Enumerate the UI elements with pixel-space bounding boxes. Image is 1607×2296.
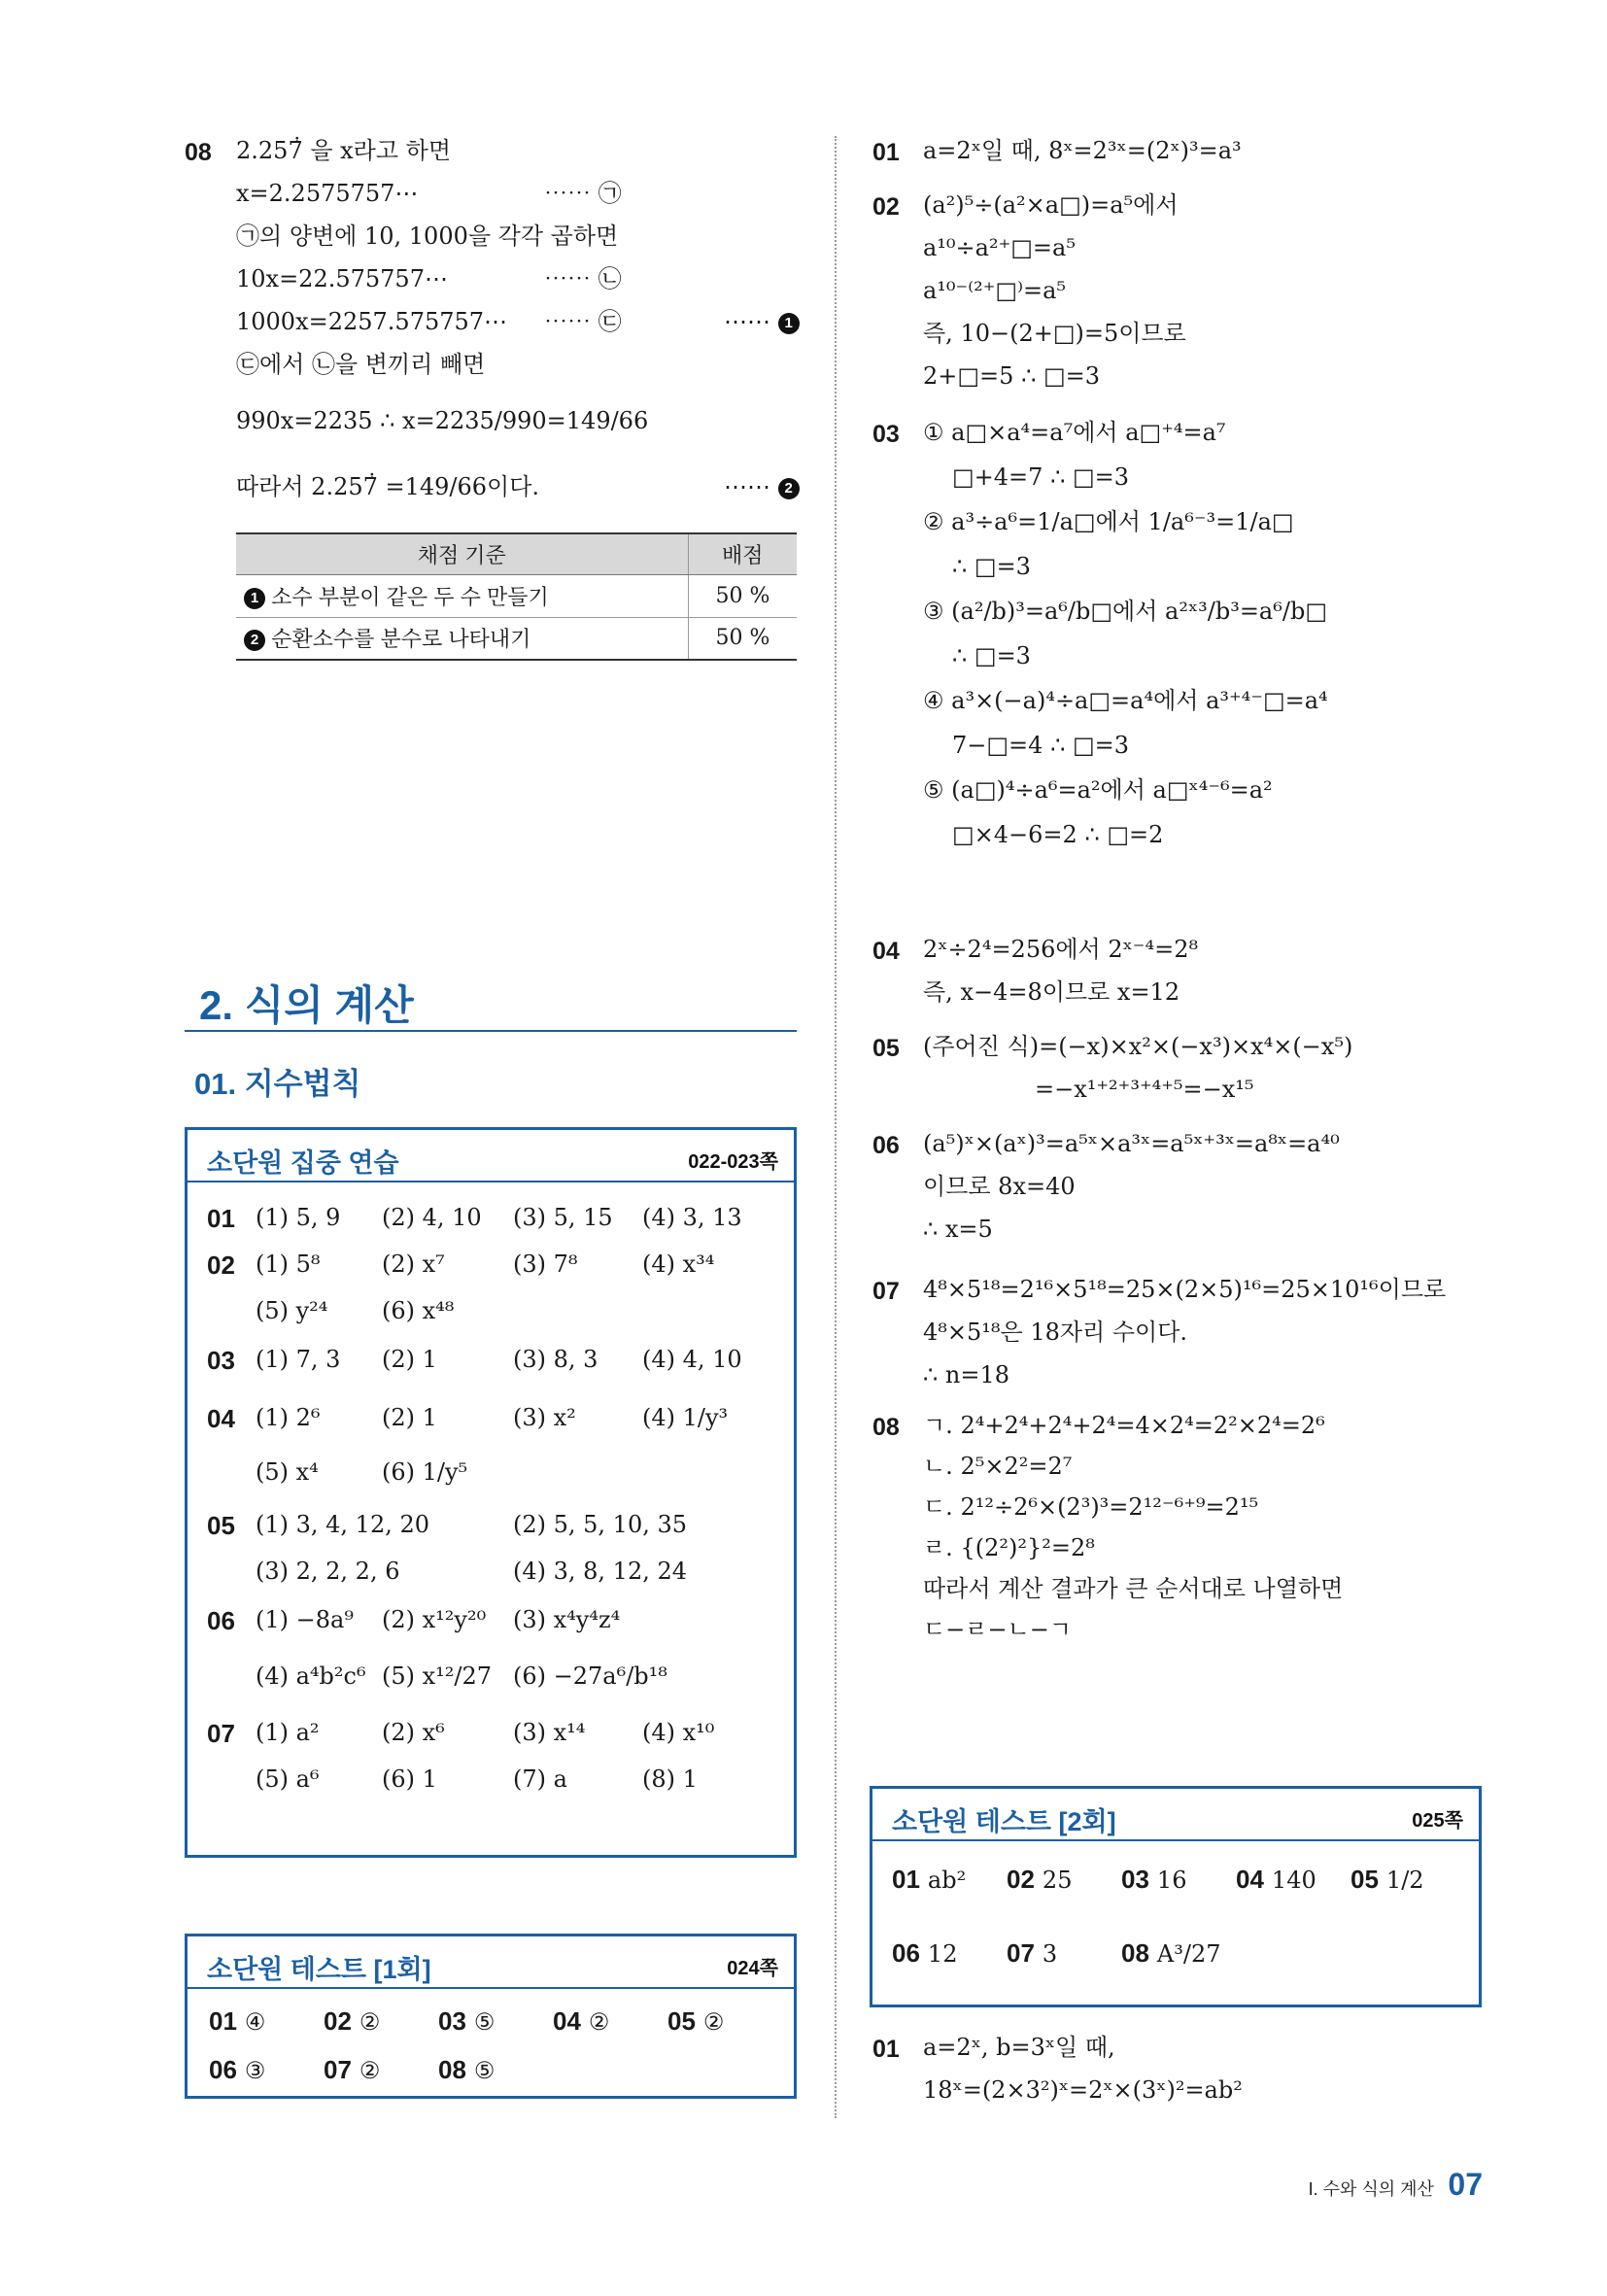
answer-value: ab² bbox=[927, 1867, 967, 1894]
answer-value: ④ bbox=[244, 2008, 266, 2036]
answer-cell: (5) y²⁴ bbox=[256, 1297, 328, 1324]
solution-line: 따라서 2.257̇̇ =149/66이다. bbox=[236, 473, 540, 500]
solution-line: a=2ˣ일 때, 8ˣ=2³ˣ=(2ˣ)³=a³ bbox=[923, 137, 1242, 164]
solution-line: 즉, 10−(2+□)=5이므로 bbox=[923, 320, 1186, 347]
criterion: 순환소수를 분수로 나타내기 bbox=[271, 627, 531, 652]
answer-value: ⑤ bbox=[473, 2008, 496, 2036]
answer-cell: (6) −27a⁶/b¹⁸ bbox=[513, 1662, 667, 1690]
answer-cell: (1) a² bbox=[256, 1719, 320, 1746]
answer-value: ② bbox=[702, 2008, 725, 2036]
answer-cell: (2) x¹²y²⁰ bbox=[382, 1606, 487, 1633]
answer-cell: (4) 4, 10 bbox=[642, 1346, 742, 1373]
step-1-icon: 1 bbox=[778, 313, 800, 334]
answer-cell: (6) 1/y⁵ bbox=[382, 1458, 468, 1486]
answer-cell: (2) 1 bbox=[382, 1346, 437, 1373]
answer-cell: (7) a bbox=[513, 1765, 567, 1793]
answer-value: ③ bbox=[244, 2057, 266, 2084]
item-number: 02 bbox=[1007, 1865, 1035, 1894]
step-marker: ⋯⋯ 2 bbox=[724, 472, 800, 501]
answer-cell: (1) 2⁶ bbox=[256, 1404, 321, 1431]
box-title: 소단원 테스트 [1회] bbox=[207, 1955, 431, 1984]
column-divider bbox=[835, 136, 837, 2118]
solution-line: 4⁸×5¹⁸=2¹⁶×5¹⁸=25×(2×5)¹⁶=25×10¹⁶이므로 bbox=[923, 1276, 1447, 1303]
solution-line: 2+□=5 ∴ □=3 bbox=[923, 362, 1101, 390]
item-number: 05 bbox=[207, 1511, 235, 1540]
test1-box bbox=[185, 1934, 797, 2099]
solution-line: 1000x=2257.575757⋯ bbox=[236, 308, 508, 335]
step-1-icon: 1 bbox=[244, 588, 265, 609]
answer-cell: (6) x⁴⁸ bbox=[382, 1297, 455, 1324]
item-number: 03 bbox=[1121, 1865, 1149, 1894]
answer-cell: (3) 8, 3 bbox=[513, 1346, 598, 1373]
question-number: 01 bbox=[872, 2036, 900, 2063]
answer-item bbox=[1007, 1865, 1072, 1895]
answer-cell: (2) 5, 5, 10, 35 bbox=[513, 1511, 688, 1538]
item-number: 08 bbox=[1121, 1938, 1149, 1968]
item-number: 01 bbox=[207, 1204, 235, 1233]
solution-line: 2ˣ÷2⁴=256에서 2ˣ⁻⁴=2⁸ bbox=[923, 936, 1199, 963]
solution-line: ④ a³×(−a)⁴÷a□=a⁴에서 a³⁺⁴⁻□=a⁴ bbox=[923, 687, 1328, 714]
answer-value: ② bbox=[359, 2057, 381, 2084]
practice-box bbox=[185, 1127, 797, 1858]
answer-cell: (3) x¹⁴ bbox=[513, 1719, 586, 1746]
solution-line: ∴ x=5 bbox=[923, 1216, 993, 1243]
solution-line: ① a□×a⁴=a⁷에서 a□⁺⁴=a⁷ bbox=[923, 419, 1226, 446]
answer-item bbox=[438, 2055, 495, 2085]
box-title: 소단원 집중 연습 bbox=[207, 1148, 399, 1178]
chapter-title: 2. 식의 계산 bbox=[199, 982, 414, 1028]
solution-line: a¹⁰÷a²⁺□=a⁵ bbox=[923, 234, 1076, 261]
answer-cell: (2) x⁶ bbox=[382, 1719, 445, 1746]
answer-item bbox=[1007, 1938, 1057, 1969]
table-header: 배점 bbox=[688, 533, 797, 574]
step-marker: ⋯⋯ 1 bbox=[724, 307, 800, 336]
solution-line: 4⁸×5¹⁸은 18자리 수이다. bbox=[923, 1319, 1188, 1346]
table-row bbox=[236, 574, 797, 617]
item-number: 03 bbox=[207, 1346, 235, 1375]
test2-box bbox=[870, 1786, 1482, 2007]
criterion: 소수 부분이 같은 두 수 만들기 bbox=[271, 584, 549, 609]
item-number: 07 bbox=[1007, 1938, 1035, 1968]
answer-item bbox=[1121, 1938, 1221, 1969]
solution-line: ㄷ−ㄹ−ㄴ−ㄱ bbox=[923, 1616, 1073, 1643]
item-number: 04 bbox=[1236, 1865, 1264, 1894]
section-title: 01. 지수법칙 bbox=[194, 1067, 361, 1101]
answer-cell: (3) x⁴y⁴z⁴ bbox=[513, 1606, 621, 1633]
answer-cell: (3) 7⁸ bbox=[513, 1251, 578, 1278]
question-number: 08 bbox=[872, 1414, 900, 1441]
solution-line: 990x=2235 ∴ x=2235/990=149/66 bbox=[236, 407, 649, 434]
answer-value: 140 bbox=[1271, 1867, 1316, 1894]
box-title: 소단원 테스트 [2회] bbox=[892, 1807, 1116, 1836]
answer-cell: (4) 3, 8, 12, 24 bbox=[513, 1558, 688, 1585]
equation-tag: ⋯⋯ ㉢ bbox=[544, 308, 622, 335]
box-header bbox=[188, 1936, 794, 1989]
solution-line: ㄷ. 2¹²÷2⁶×(2³)³=2¹²⁻⁶⁺⁹=2¹⁵ bbox=[923, 1493, 1259, 1521]
item-number: 06 bbox=[892, 1938, 920, 1968]
box-pages: 024쪽 bbox=[727, 1958, 778, 1979]
box-pages: 025쪽 bbox=[1412, 1810, 1463, 1832]
answer-cell: (1) 7, 3 bbox=[256, 1346, 341, 1373]
item-number: 08 bbox=[438, 2055, 466, 2084]
answer-item bbox=[1236, 1865, 1316, 1895]
item-number: 03 bbox=[438, 2006, 466, 2036]
solution-line: 7−□=4 ∴ □=3 bbox=[952, 732, 1130, 759]
solution-line: 즉, x−4=8이므로 x=12 bbox=[923, 978, 1180, 1006]
answer-cell: (4) x¹⁰ bbox=[642, 1719, 715, 1746]
answer-value: ⑤ bbox=[473, 2057, 496, 2084]
page-number: 07 bbox=[1448, 2167, 1483, 2202]
solution-line: =−x¹⁺²⁺³⁺⁴⁺⁵=−x¹⁵ bbox=[1035, 1076, 1254, 1103]
question-number: 08 bbox=[185, 139, 212, 166]
answer-cell: (2) x⁷ bbox=[382, 1251, 445, 1278]
answer-cell: (1) 5, 9 bbox=[256, 1204, 341, 1231]
answer-value: 12 bbox=[927, 1940, 958, 1968]
answer-item bbox=[667, 2006, 724, 2037]
answer-value: A³/27 bbox=[1156, 1940, 1221, 1968]
solution-line: ㄴ. 2⁵×2²=2⁷ bbox=[923, 1453, 1073, 1480]
answer-cell: (2) 1 bbox=[382, 1404, 437, 1431]
answer-item bbox=[324, 2006, 380, 2037]
solution-line: ㄹ. {(2²)²}²=2⁸ bbox=[923, 1534, 1095, 1561]
chapter-rule bbox=[185, 1030, 797, 1032]
answer-value: ② bbox=[588, 2008, 610, 2036]
item-number: 04 bbox=[207, 1404, 235, 1433]
answer-item bbox=[892, 1938, 957, 1969]
answer-cell: (8) 1 bbox=[642, 1765, 698, 1793]
solution-line: ⑤ (a□)⁴÷a⁶=a²에서 a□ˣ⁴⁻⁶=a² bbox=[923, 776, 1273, 804]
solution-line: ㄱ. 2⁴+2⁴+2⁴+2⁴=4×2⁴=2²×2⁴=2⁶ bbox=[923, 1412, 1325, 1439]
solution-line: ③ (a²/b)³=a⁶/b□에서 a²ˣ³/b³=a⁶/b□ bbox=[923, 598, 1327, 625]
question-number: 01 bbox=[872, 139, 900, 166]
solution-line: a=2ˣ, b=3ˣ일 때, bbox=[923, 2034, 1115, 2061]
solution-line: ∴ n=18 bbox=[923, 1361, 1010, 1388]
step-2-icon: 2 bbox=[778, 478, 800, 499]
question-number: 03 bbox=[872, 421, 900, 448]
solution-line: 10x=22.575757⋯ bbox=[236, 265, 448, 292]
box-header bbox=[188, 1130, 794, 1182]
solution-line: ② a³÷a⁶=1/a□에서 1/a⁶⁻³=1/a□ bbox=[923, 508, 1294, 535]
points: 50 % bbox=[688, 617, 797, 660]
item-number: 02 bbox=[207, 1251, 235, 1280]
answer-cell: (3) 2, 2, 2, 6 bbox=[256, 1558, 400, 1585]
answer-item bbox=[1351, 1865, 1424, 1895]
answer-cell: (1) 3, 4, 12, 20 bbox=[256, 1511, 430, 1538]
answer-item bbox=[324, 2055, 380, 2085]
solution-line: 18ˣ=(2×3²)ˣ=2ˣ×(3ˣ)²=ab² bbox=[923, 2076, 1243, 2104]
question-number: 06 bbox=[872, 1132, 900, 1159]
table-header: 채점 기준 bbox=[236, 533, 688, 574]
answer-cell: (5) x⁴ bbox=[256, 1458, 319, 1486]
solution-line: 따라서 계산 결과가 큰 순서대로 나열하면 bbox=[923, 1575, 1344, 1602]
item-number: 01 bbox=[209, 2006, 237, 2036]
box-header bbox=[872, 1789, 1479, 1841]
answer-cell: (3) 5, 15 bbox=[513, 1204, 613, 1231]
step-2-icon: 2 bbox=[244, 630, 265, 651]
item-number: 05 bbox=[667, 2006, 696, 2036]
scoring-table bbox=[236, 532, 797, 661]
answer-item bbox=[892, 1865, 966, 1895]
question-number: 04 bbox=[872, 938, 900, 965]
solution-line: □×4−6=2 ∴ □=2 bbox=[952, 821, 1164, 848]
solution-line: (a⁵)ˣ×(aˣ)³=a⁵ˣ×a³ˣ=a⁵ˣ⁺³ˣ=a⁸ˣ=a⁴⁰ bbox=[923, 1130, 1340, 1157]
answer-cell: (4) x³⁴ bbox=[642, 1251, 715, 1278]
question-number: 02 bbox=[872, 193, 900, 221]
box-pages: 022-023쪽 bbox=[688, 1151, 778, 1173]
answer-item bbox=[1121, 1865, 1186, 1895]
item-number: 04 bbox=[553, 2006, 581, 2036]
answer-cell: (1) −8a⁹ bbox=[256, 1606, 354, 1633]
solution-line: ∴ □=3 bbox=[952, 553, 1031, 580]
item-number: 02 bbox=[324, 2006, 352, 2036]
answer-cell: (2) 4, 10 bbox=[382, 1204, 482, 1231]
solution-line: □+4=7 ∴ □=3 bbox=[952, 463, 1130, 491]
answer-value: 16 bbox=[1156, 1867, 1187, 1894]
question-number: 07 bbox=[872, 1278, 900, 1305]
answer-value: 1/2 bbox=[1385, 1867, 1424, 1894]
page-footer bbox=[1309, 2167, 1483, 2203]
answer-cell: (3) x² bbox=[513, 1404, 576, 1431]
answer-cell: (5) x¹²/27 bbox=[382, 1662, 493, 1690]
answer-item bbox=[438, 2006, 495, 2037]
solution-line: x=2.2575757⋯ bbox=[236, 180, 419, 207]
item-number: 05 bbox=[1351, 1865, 1379, 1894]
equation-tag: ⋯⋯ ㉡ bbox=[544, 265, 622, 292]
answer-cell: (1) 5⁸ bbox=[256, 1251, 321, 1278]
points: 50 % bbox=[688, 574, 797, 617]
answer-item bbox=[209, 2055, 265, 2085]
item-number: 01 bbox=[892, 1865, 920, 1894]
answer-cell: (5) a⁶ bbox=[256, 1765, 320, 1793]
item-number: 07 bbox=[207, 1719, 235, 1748]
solution-line: ㉠의 양변에 10, 1000을 각각 곱하면 bbox=[236, 223, 619, 250]
answer-value: ② bbox=[359, 2008, 381, 2036]
answer-cell: (6) 1 bbox=[382, 1765, 437, 1793]
solution-line: 2.257̇̇ 을 x라고 하면 bbox=[236, 137, 452, 164]
answer-cell: (4) a⁴b²c⁶ bbox=[256, 1662, 366, 1690]
solution-line: ∴ □=3 bbox=[952, 642, 1031, 669]
footer-chapter: I. 수와 식의 계산 bbox=[1308, 2179, 1434, 2199]
item-number: 06 bbox=[209, 2055, 237, 2084]
solution-line: 이므로 8x=40 bbox=[923, 1173, 1076, 1200]
solution-line: ㉢에서 ㉡을 변끼리 빼면 bbox=[236, 351, 486, 378]
question-number: 05 bbox=[872, 1035, 900, 1062]
answer-item bbox=[209, 2006, 265, 2037]
table-row bbox=[236, 617, 797, 660]
item-number: 07 bbox=[324, 2055, 352, 2084]
answer-item bbox=[553, 2006, 609, 2037]
solution-line: (a²)⁵÷(a²×a□)=a⁵에서 bbox=[923, 191, 1179, 219]
answer-cell: (4) 3, 13 bbox=[642, 1204, 742, 1231]
solution-line: (주어진 식)=(−x)×x²×(−x³)×x⁴×(−x⁵) bbox=[923, 1033, 1353, 1060]
item-number: 06 bbox=[207, 1606, 235, 1635]
solution-line: a¹⁰⁻⁽²⁺□⁾=a⁵ bbox=[923, 277, 1067, 304]
answer-cell: (4) 1/y³ bbox=[642, 1404, 729, 1431]
answer-value: 25 bbox=[1042, 1867, 1073, 1894]
equation-tag: ⋯⋯ ㉠ bbox=[544, 180, 622, 207]
answer-value: 3 bbox=[1042, 1940, 1058, 1968]
